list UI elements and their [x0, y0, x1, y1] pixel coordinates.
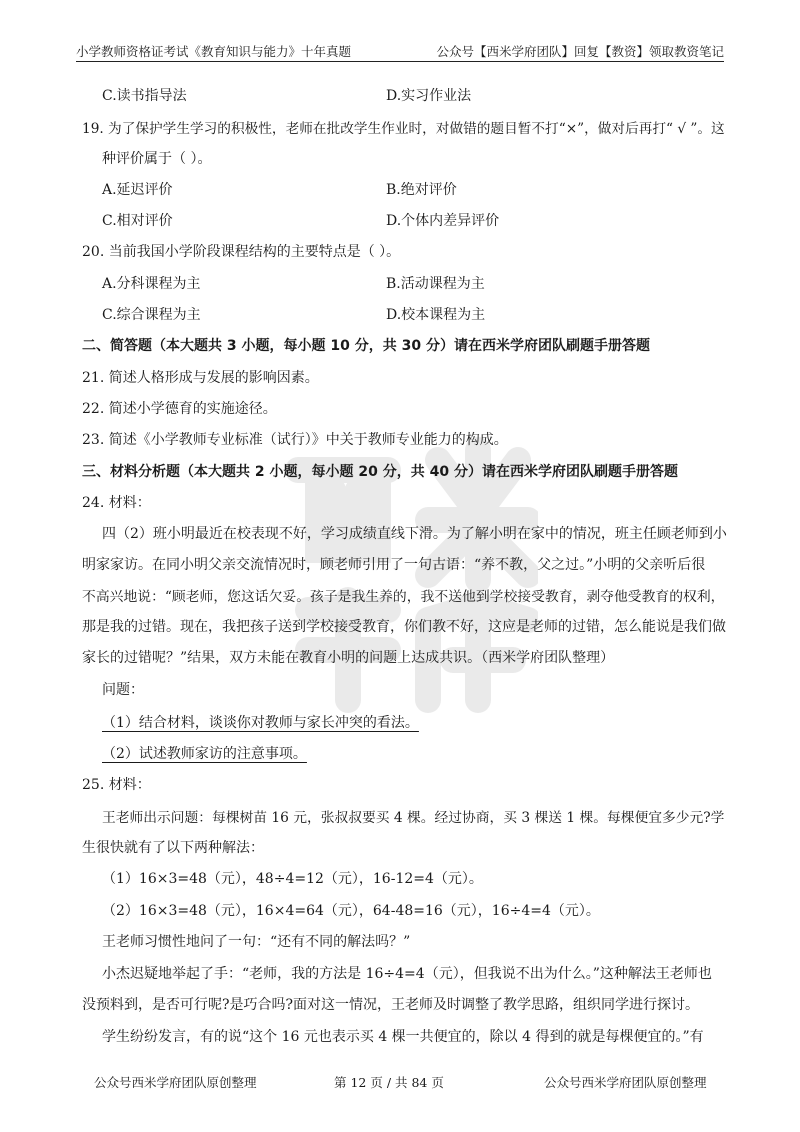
- q20-option-c: C.综合课程为主: [102, 307, 201, 323]
- q25-solution-2: （2）16×3=48（元），16×4=64（元），64-48=16（元），16÷4=4（元）。: [102, 903, 600, 919]
- header-right-text: 公众号【西米学府团队】回复【教资】领取教资笔记: [436, 44, 724, 59]
- q24-question-label: 问题：: [102, 682, 144, 698]
- page-number: 第 12 页 / 共 84 页: [334, 1075, 444, 1090]
- question-23: 23. 简述《小学教师专业标准（试行）》中关于教师专业能力的构成。: [82, 432, 508, 448]
- q19-option-d: D.个体内差异评价: [386, 213, 500, 229]
- q24-material-line: 明家家访。在同小明父亲交流情况时，顾老师引用了一句古语：“养不教，父之过。”小明的父亲听后很: [82, 557, 706, 573]
- q24-subquestion-2: （2）试述教师家访的注意事项。: [102, 746, 307, 762]
- q19-option-a: A.延迟评价: [102, 182, 173, 198]
- section-3-title: 三、材料分析题（本大题共 2 小题，每小题 20 分，共 40 分）请在西米学府团队刷题手册答题: [82, 464, 678, 480]
- option-c: C.读书指导法: [102, 88, 187, 104]
- footer-right: 公众号西米学府团队原创整理: [544, 1075, 707, 1090]
- q24-material-line: 家长的过错呢？”结果，双方未能在教育小明的问题上达成共识。（西米学府团队整理）: [82, 650, 615, 666]
- footer-left: 公众号西米学府团队原创整理: [94, 1075, 257, 1090]
- q24-subquestion-1: （1）结合材料，谈谈你对教师与家长冲突的看法。: [102, 715, 419, 731]
- q25-material-line: 王老师出示问题：每棵树苗 16 元，张叔叔要买 4 棵。经过协商，买 3 棵送 1 棵。每棵便宜多少元?学: [102, 810, 725, 826]
- q20-option-a: A.分科课程为主: [102, 276, 201, 292]
- option-d: D.实习作业法: [386, 88, 472, 104]
- q24-material-line: 那是我的过错。现在，我把孩子送到学校接受教育，你们教不好，这应是老师的过错，怎么能说是我们做: [82, 619, 726, 635]
- question-20: 20. 当前我国小学阶段课程结构的主要特点是（ ）。: [82, 244, 401, 260]
- header-rule: [76, 61, 724, 62]
- question-22: 22. 简述小学德育的实施途径。: [82, 401, 277, 417]
- section-2-title: 二、简答题（本大题共 3 小题，每小题 10 分，共 30 分）请在西米学府团队刷题手册答题: [82, 338, 650, 354]
- q25-material-line: 没预料到，是否可行呢?是巧合吗?面对这一情况，王老师及时调整了教学思路，组织同学进行探讨。: [82, 997, 700, 1013]
- q25-solution-1: （1）16×3=48（元），48÷4=12（元），16-12=4（元）。: [102, 871, 483, 887]
- q24-material-line: 四（2）班小明最近在校表现不好，学习成绩直线下滑。为了解小明在家中的情况，班主任顾老师到小: [102, 526, 727, 542]
- question-19-line1: 19. 为了保护学生学习的积极性，老师在批改学生作业时，对做错的题目暂不打“×”，做对后再打“ √ ”。这: [82, 121, 725, 137]
- question-24-label: 24. 材料：: [82, 495, 151, 511]
- q19-option-b: B.绝对评价: [386, 182, 457, 198]
- q25-material-line: 学生纷纷发言，有的说“这个 16 元也表示买 4 棵一共便宜的，除以 4 得到的就是每棵便宜的。”有: [102, 1029, 704, 1045]
- header-left-text: 小学教师资格证考试《教育知识与能力》十年真题: [76, 44, 352, 59]
- q25-material-line: 小杰迟疑地举起了手：“老师，我的方法是 16÷4=4（元），但我说不出为什么。”这种解法王老师也: [102, 966, 712, 982]
- page-header: [76, 38, 724, 60]
- q25-material-line: 生很快就有了以下两种解法：: [82, 840, 264, 856]
- question-21: 21. 简述人格形成与发展的影响因素。: [82, 370, 319, 386]
- q25-material-line: 王老师习惯性地问了一句：“还有不同的解法吗？”: [102, 934, 411, 950]
- q20-option-d: D.校本课程为主: [386, 307, 486, 323]
- q19-option-c: C.相对评价: [102, 213, 173, 229]
- q20-option-b: B.活动课程为主: [386, 276, 485, 292]
- question-25-label: 25. 材料：: [82, 777, 151, 793]
- question-19-line2: 种评价属于（ ）。: [102, 151, 212, 167]
- q24-material-line: 不高兴地说：“顾老师，您这话欠妥。孩子是我生养的，我不送他到学校接受教育，剥夺他受教育的权利，: [82, 589, 725, 605]
